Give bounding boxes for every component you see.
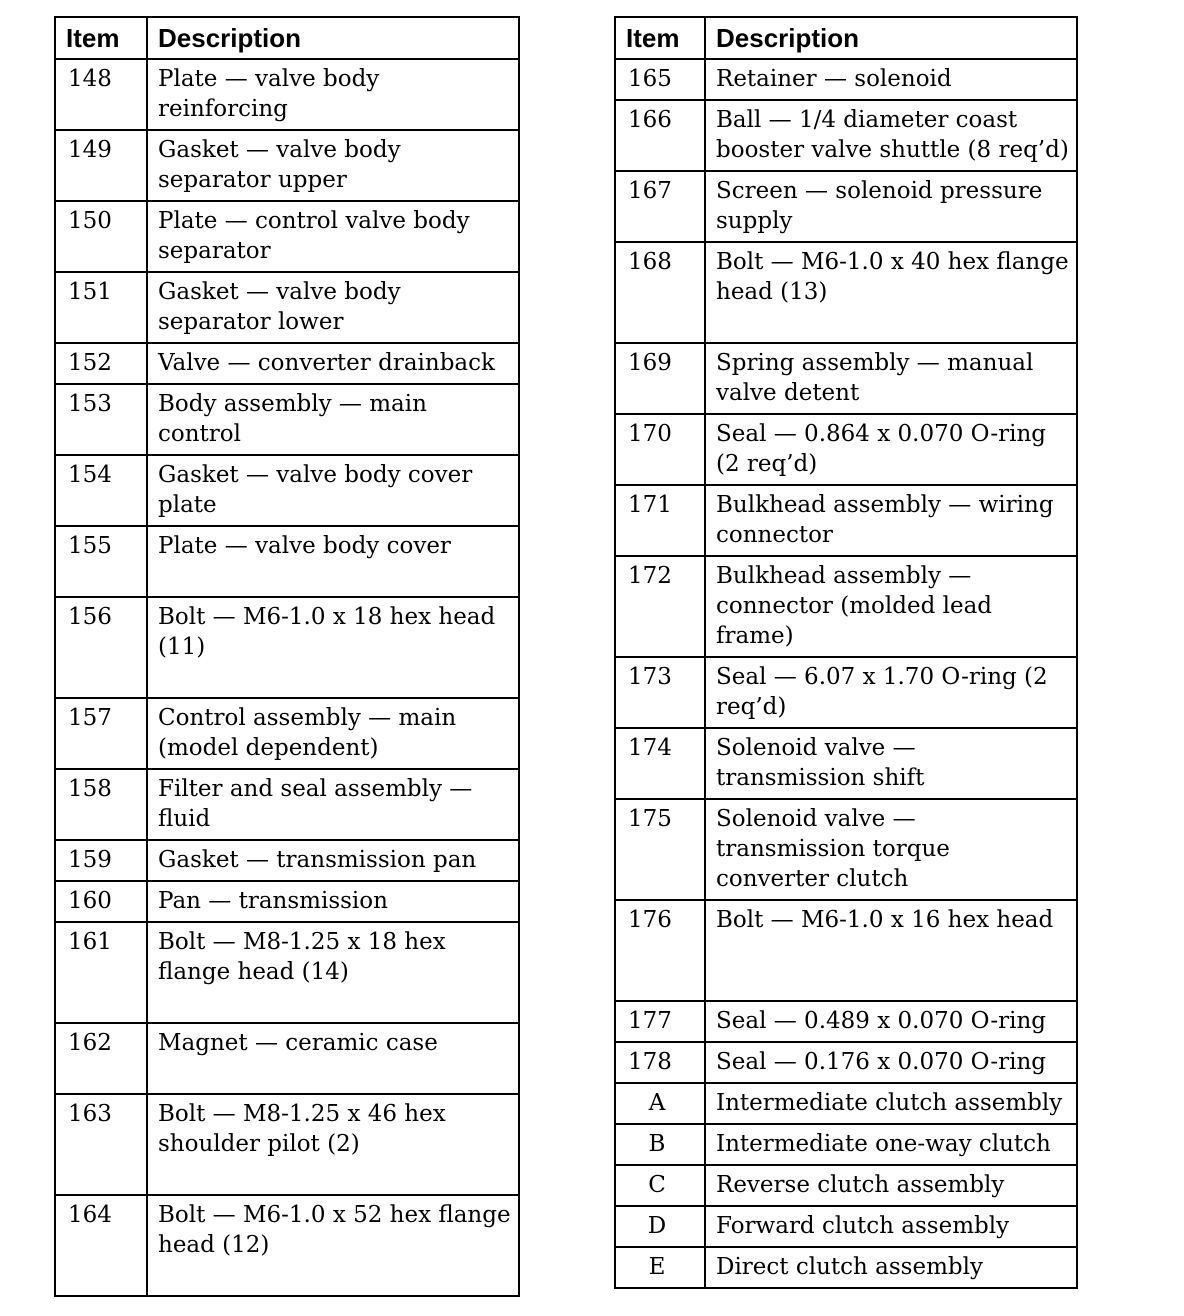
item-number: 167 [615,171,705,242]
item-column-header: Item [615,17,705,59]
table-row [55,59,519,130]
item-description: Pan — transmission [147,881,519,922]
item-column-header: Item [55,17,147,59]
item-number: 161 [55,922,147,1023]
table-row [55,881,519,922]
item-number: C [615,1165,705,1206]
item-number: 155 [55,526,147,597]
item-number: 171 [615,485,705,556]
item-description: Screen — solenoid pressure supply [705,171,1077,242]
item-number: 154 [55,455,147,526]
item-description: Plate — valve body cover [147,526,519,597]
table-row [615,242,1077,343]
item-description: Solenoid valve — transmission torque converter clutch [705,799,1077,900]
item-number: 170 [615,414,705,485]
item-description: Plate — control valve body separator [147,201,519,272]
item-number: 152 [55,343,147,384]
item-description: Spring assembly — manual valve detent [705,343,1077,414]
table-row [615,343,1077,414]
parts-rows [55,59,519,1296]
item-description: Forward clutch assembly [705,1206,1077,1247]
item-number: 148 [55,59,147,130]
table-row [615,100,1077,171]
header-row [55,17,519,59]
item-number: 174 [615,728,705,799]
item-number: 150 [55,201,147,272]
item-number: 175 [615,799,705,900]
item-number: 156 [55,597,147,698]
parts-table-left [54,16,520,1297]
item-description: Valve — converter drainback [147,343,519,384]
table-row [615,171,1077,242]
table-row [55,130,519,201]
item-number: 157 [55,698,147,769]
item-number: 158 [55,769,147,840]
table-row [615,414,1077,485]
item-number: A [615,1083,705,1124]
item-description: Direct clutch assembly [705,1247,1077,1288]
table-row [615,657,1077,728]
item-number: B [615,1124,705,1165]
item-description: Bolt — M6-1.0 x 52 hex flange head (12) [147,1195,519,1296]
table-row [615,1206,1077,1247]
item-description: Body assembly — main control [147,384,519,455]
table-row [55,769,519,840]
item-description: Gasket — valve body separator upper [147,130,519,201]
item-number: 168 [615,242,705,343]
item-description: Gasket — valve body separator lower [147,272,519,343]
table-row [615,799,1077,900]
table-row [55,840,519,881]
item-description: Retainer — solenoid [705,59,1077,100]
item-description: Reverse clutch assembly [705,1165,1077,1206]
item-description: Control assembly — main (model dependent) [147,698,519,769]
item-number: 159 [55,840,147,881]
item-description: Intermediate clutch assembly [705,1083,1077,1124]
item-number: 173 [615,657,705,728]
item-description: Bolt — M6-1.0 x 40 hex flange head (13) [705,242,1077,343]
item-description: Bolt — M8-1.25 x 18 hex flange head (14) [147,922,519,1023]
table-row [615,1042,1077,1083]
parts-table-right [614,16,1078,1289]
item-description: Bulkhead assembly — connector (molded lead frame) [705,556,1077,657]
header-row [615,17,1077,59]
table-row [55,455,519,526]
item-description: Bulkhead assembly — wiring connector [705,485,1077,556]
table-row [615,1165,1077,1206]
item-description: Magnet — ceramic case [147,1023,519,1094]
item-number: 149 [55,130,147,201]
item-description: Seal — 6.07 x 1.70 O-ring (2 req’d) [705,657,1077,728]
table-row [55,201,519,272]
table-row [55,1195,519,1296]
table-row [615,59,1077,100]
table-row [55,272,519,343]
item-description: Gasket — valve body cover plate [147,455,519,526]
item-number: 178 [615,1042,705,1083]
item-number: 164 [55,1195,147,1296]
item-number: E [615,1247,705,1288]
table-row [55,698,519,769]
table-row [615,1083,1077,1124]
item-number: 176 [615,900,705,1001]
item-number: 163 [55,1094,147,1195]
item-description: Ball — 1/4 diameter coast booster valve shuttle (8 req’d) [705,100,1077,171]
item-description: Bolt — M8-1.25 x 46 hex shoulder pilot (2) [147,1094,519,1195]
table-row [55,922,519,1023]
item-description: Gasket — transmission pan [147,840,519,881]
item-number: 166 [615,100,705,171]
table-row [55,1023,519,1094]
table-row [55,343,519,384]
item-description: Filter and seal assembly — fluid [147,769,519,840]
item-number: 169 [615,343,705,414]
item-description: Seal — 0.864 x 0.070 O-ring (2 req’d) [705,414,1077,485]
item-number: 162 [55,1023,147,1094]
item-description: Seal — 0.176 x 0.070 O-ring [705,1042,1077,1083]
table-row [615,1247,1077,1288]
table-row [615,1124,1077,1165]
table-row [615,728,1077,799]
item-number: 151 [55,272,147,343]
item-number: 177 [615,1001,705,1042]
table-row [615,1001,1077,1042]
table-row [55,597,519,698]
table-row [55,384,519,455]
item-description: Solenoid valve — transmission shift [705,728,1077,799]
item-number: 172 [615,556,705,657]
item-number: 165 [615,59,705,100]
item-description: Plate — valve body reinforcing [147,59,519,130]
item-description: Bolt — M6-1.0 x 18 hex head (11) [147,597,519,698]
item-description: Intermediate one-way clutch [705,1124,1077,1165]
table-row [615,485,1077,556]
description-column-header: Description [705,17,1077,59]
item-description: Bolt — M6-1.0 x 16 hex head [705,900,1077,1001]
table-row [55,526,519,597]
item-number: 160 [55,881,147,922]
item-description: Seal — 0.489 x 0.070 O-ring [705,1001,1077,1042]
table-row [55,1094,519,1195]
table-row [615,556,1077,657]
description-column-header: Description [147,17,519,59]
item-number: 153 [55,384,147,455]
table-row [615,900,1077,1001]
item-number: D [615,1206,705,1247]
parts-rows [615,59,1077,1288]
